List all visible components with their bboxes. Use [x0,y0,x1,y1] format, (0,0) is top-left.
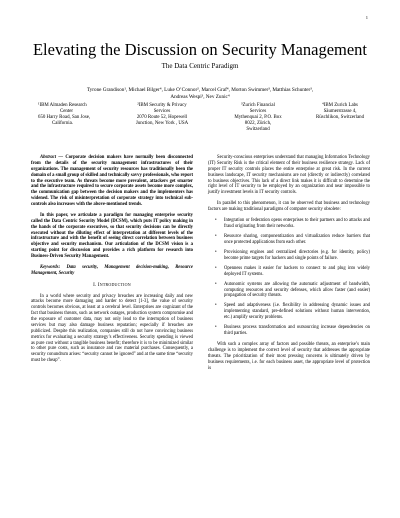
affiliation-ibm-security [117,103,207,127]
affiliation-line: 2070 Route 52, Hopewell [136,114,188,120]
list-item [215,303,370,321]
author-line: Tyrone Grandison¹, Michael Bilger⁴, Luke O’Connor², Marcel Graf⁴, Morton Swimmer³, Matthias Schunter³, [86,87,314,93]
list-item-text: Business process transformation and outsourcing increase dependencies on third parties. [224,325,370,337]
bullet-icon: • [215,281,217,287]
bullet-icon: • [215,249,217,255]
list-item [215,233,370,246]
bullet-icon: • [215,265,217,271]
affiliation-line: Switzerland [246,126,270,132]
affiliation-line: ⁴IBM Zurich Labs [322,103,358,108]
list-item-text: Provisioning engines and centralized directories (e.g. for identity, policy) become prime targets for hackers and single points of failure. [224,249,370,261]
keywords: Keywords: Data security, Management decision-making, Resource Management, Security [31,264,193,276]
left-column [31,155,193,369]
affiliation-line: Säumerstrasse 4, [323,108,357,114]
abstract-text: — Corporate decision makers have normally been disconnected from the details of the security management infrastructures of their organizations. The management of security resources has traditionally been the domain of a small group of skilled and technically savvy professionals, who report to the executive team. As threats become more prevalent, attackers get smarter and the infrastructure required to secure corporate assets become more complex, the communication gap between the decision makers and the implementers has widened. The risk of misinterpretation of corporate strategy into technical sub-controls also increases with the above-mentioned trends. [31,155,193,207]
affiliation-line: Rüschlikon, Switzerland [315,114,365,120]
affiliation-line: 8022, Zürich, [244,120,272,126]
body-paragraph: Security-conscious enterprises understand that managing Information Technology (IT) Security Risk is the critical element of their business resilience strategy. Lack of proper IT security controls places the entire enterprise at great risk. In the current business landscape, IT security mechanisms are not (directly or indirectly) correlated to business objectives. This lack of a direct link makes it is difficult to determine the right level of IT security to be employed by an organization and near impossible to justify investment levels in IT security controls. [208,155,370,196]
author-list [20,87,380,101]
affiliation-line: Junction, New York , USA [135,120,189,126]
affiliation-line: Mythenquai 2, P.O. Box [234,114,282,120]
affiliation-line: Center [60,108,74,114]
list-item-text: Openness makes it easier for hackers to connect to and plug into widely deployed IT systems. [224,265,370,277]
affiliation-line: ¹IBM Almaden Research [38,103,87,108]
paper-subtitle: The Data Centric Paradigm [161,62,239,70]
intro-paragraph: In a world where security and privacy breaches are increasing daily and new attacks become more damaging and harder to detect [1-3], the value of security controls becomes obvious, at least at a cerebral level. Enterprises are cognizant of the fact that business threats, such as network outages, production system compromise and the exposure of customer data, may not only lead to the interruption of business services but may also damage business reputation; especially if breaches are publicized. Despite this realization, companies still do not have convincing business metrics for evaluating a security strategy’s effectiveness. Security spending is viewed as pure cost without a tangible business benefit; therefore it is to be minimized similar to other pure costs, such as insurance and raw material purchases. Consequently, a security conundrum arises: “security cannot be ignored” and at the same time “security must be cheap”. [31,293,193,364]
affiliation-zurich-financial [216,103,300,133]
affiliation-line: ²IBM Security & Privacy [137,103,187,108]
affiliation-line: 650 Harry Road, San Jose, [38,114,91,120]
bullet-icon: • [215,217,217,223]
affiliation-line: California. [52,120,74,126]
list-item-text: Speed and adaptiveness (i.e. flexibility in addressing dynamic issues and implementing standard, pre-defined solutions without human intervention, etc.) amplify security problems. [224,303,370,321]
list-item [215,249,370,262]
affiliation-ibm-almaden [38,103,120,127]
list-item-text: Resource sharing, componentization and virtualization reduce barriers that once protected applications from each other. [224,233,370,245]
abstract [31,155,193,208]
affiliation-ibm-zurich [300,103,380,121]
affiliations [38,103,380,143]
list-item-text: Integration or federation opens enterprises to their partners and to attacks and fraud originating from their networks. [224,217,370,229]
threat-factor-list [208,218,370,337]
bullet-icon: • [215,233,217,239]
body-paragraph: In parallel to this phenomenon, it can be observed that business and technology factors are making traditional paradigms of computer security obsolete: [208,201,370,212]
list-item-text: Autonomic systems are allowing the automatic adjustment of bandwidth, computing resources and security defenses, which allow faster (and easier) propagation of security threats. [224,281,370,299]
list-item [215,217,370,230]
list-item [215,325,370,337]
right-column [208,155,370,376]
abstract-paragraph-2: In this paper, we articulate a paradigm for managing enterprise security called the Data Centric Security Model (DCSM), which puts IT policy making in the hands of the corporate executives, so that security decisions can be directly executed without the diluting effect of interpretation at different levels of the infrastructure and with the benefit of seeing direct correlation between business objective and security mechanism. Our articulation of the DCSM vision is a starting point for discussion and provides a rich platform for research into Business-Driven Security Management. [31,212,193,259]
bullet-icon: • [215,303,217,309]
author-line: Andreas Wespi³, Nev Zunic⁴ [170,94,230,100]
bullet-icon: • [215,325,217,331]
affiliation-line: ³Zurich Financial [241,103,275,108]
body-paragraph: With such a complex array of factors and possible threats, an enterprise’s main challenge is to implement the correct level of security that addresses the appropriate threats. The prioritization of their most pressing concerns is ultimately driven by business requirements, i.e. for each business asset, the appropriate level of protection is [208,342,370,371]
list-item [215,281,370,300]
affiliation-line: Services [249,108,267,114]
affiliation-line: Services [153,108,171,114]
abstract-lead: Abstract [40,155,56,160]
section-heading: I. Introduction [93,282,131,288]
page-number: 1 [365,15,368,20]
paper-title: Elevating the Discussion on Security Management [32,40,368,59]
list-item [215,265,370,278]
